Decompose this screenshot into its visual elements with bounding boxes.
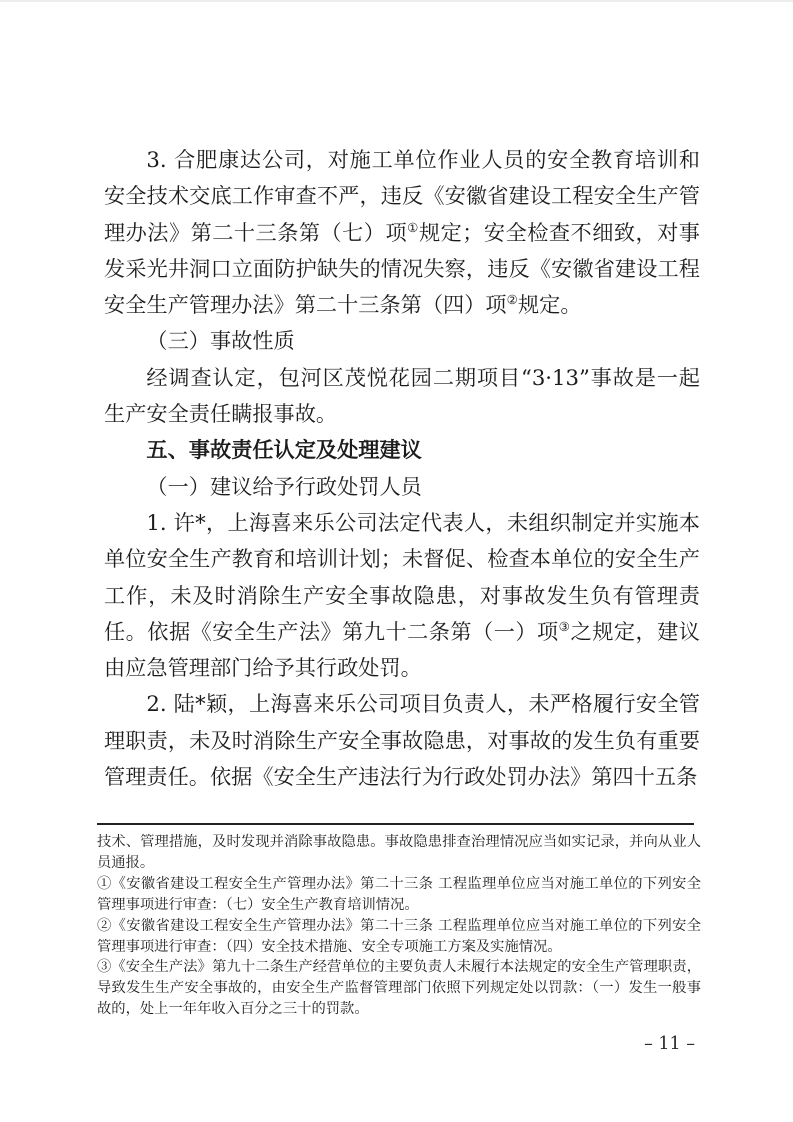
footnote: ①《安徽省建设工程安全生产管理办法》第二十三条 工程监理单位应当对施工单位的下列安全管理事项进行审查：（七）安全生产教育培训情况。: [97, 875, 701, 913]
footnote: ③《安全生产法》第九十二条生产经营单位的主要负责人未履行本法规定的安全生产管理职责，导致发生生产安全事故的，由安全生产监督管理部门依照下列规定处以罚款：（一）发生一般事故的，处上一年年收入百分之三十的罚款。: [97, 959, 701, 1018]
body-paragraph: 3. 合肥康达公司，对施工单位作业人员的安全教育培训和安全技术交底工作审查不严，违反《安徽省建设工程安全生产管理办法》第二十三条第（七）项①规定；安全检查不细致，对事发采光井洞口立面防护缺失的情况失察，违反《安徽省建设工程安全生产管理办法》第二十三条第（四）项②规定。: [104, 147, 700, 318]
footnote-separator: [97, 823, 694, 825]
footnote-ref: ②: [506, 292, 518, 308]
body-paragraph: 1. 许*，上海喜来乐公司法定代表人，未组织制定并实施本单位安全生产教育和培训计划；未督促、检查本单位的安全生产工作，未及时消除生产安全事故隐患，对事故发生负有管理责任。依据《安全生产法》第九十二条第（一）项③之规定，建议由应急管理部门给予其行政处罚。: [104, 509, 700, 681]
footnote: ②《安徽省建设工程安全生产管理办法》第二十三条 工程监理单位应当对施工单位的下列安全管理事项进行审查：（四）安全技术措施、安全专项施工方案及实施情况。: [97, 917, 701, 955]
page-number: – 11 –: [644, 1034, 695, 1054]
footnote-ref: ①: [407, 219, 419, 235]
footnote: 技术、管理措施，及时发现并消除事故隐患。事故隐患排查治理情况应当如实记录，并向从业人员通报。: [97, 834, 701, 871]
footnotes: [97, 832, 701, 1020]
footnote-ref: ③: [558, 618, 571, 634]
sub-heading: （三）事故性质: [146, 328, 295, 354]
document-body: [104, 142, 700, 795]
sub-heading: （一）建议给予行政处罚人员: [146, 473, 422, 499]
section-heading: 五、事故责任认定及处理建议: [146, 437, 422, 463]
body-paragraph: 2. 陆*颖，上海喜来乐公司项目负责人，未严格履行安全管理职责，未及时消除生产安全事故隐患，对事故的发生负有重要管理责任。依据《安全生产违法行为行政处罚办法》第四十五条: [104, 691, 700, 790]
body-paragraph: 经调查认定，包河区茂悦花园二期项目“3·13”事故是一起生产安全责任瞒报事故。: [104, 364, 700, 427]
